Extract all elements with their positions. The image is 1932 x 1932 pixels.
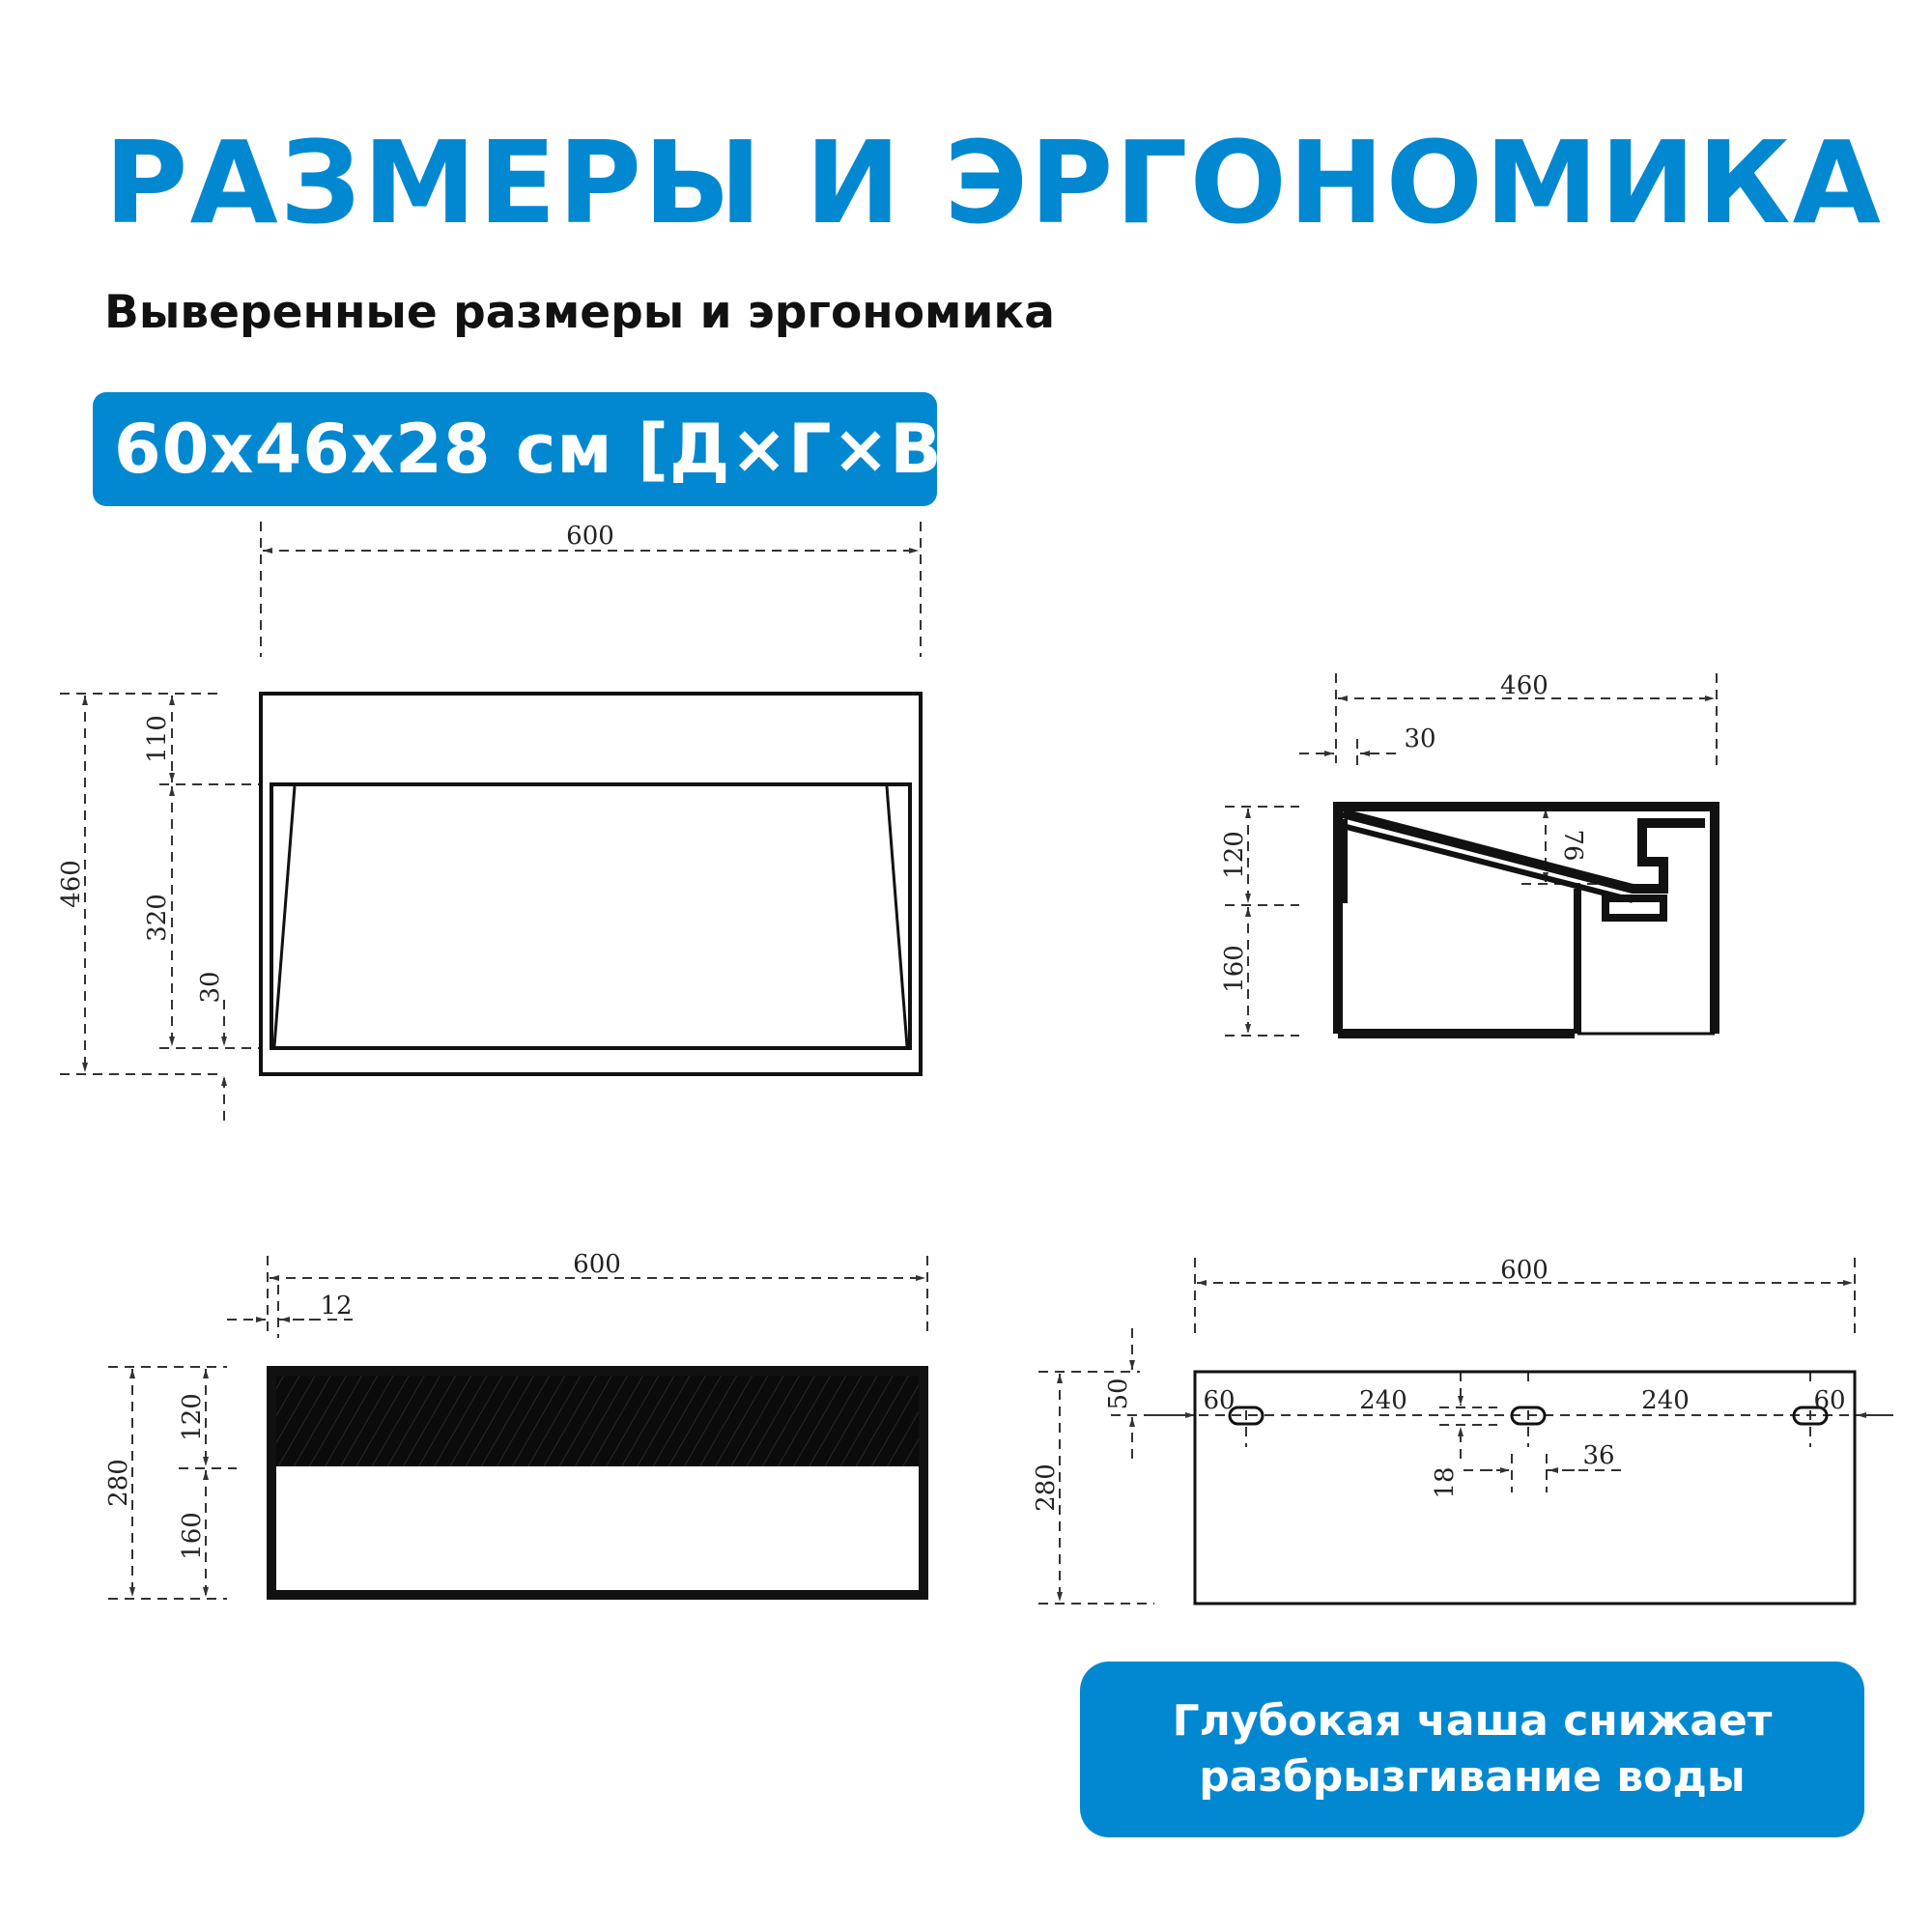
front-height-label: 280 <box>104 1459 133 1507</box>
side-upper-label: 120 <box>1220 831 1249 879</box>
top-bowl-label: 320 <box>143 894 172 942</box>
feature-note <box>1080 1662 1864 1837</box>
top-width-label: 600 <box>566 522 614 551</box>
side-wall-label: 30 <box>1404 724 1436 753</box>
side-lower-label: 160 <box>1220 945 1249 993</box>
top-view <box>57 522 921 1121</box>
front-view <box>104 1250 927 1599</box>
top-depth-label: 460 <box>57 860 86 908</box>
feature-note-text <box>1173 1693 1773 1805</box>
back-edge-right-label: 60 <box>1813 1386 1846 1415</box>
back-edge-left-label: 60 <box>1203 1386 1236 1415</box>
front-upper-label: 120 <box>178 1393 207 1441</box>
side-depth-label: 460 <box>1500 671 1548 700</box>
feature-note-line-1: Глубокая чаша снижает <box>1172 1696 1773 1746</box>
front-wall-label: 12 <box>320 1292 353 1321</box>
back-spacing-right-label: 240 <box>1641 1386 1690 1415</box>
side-slope-label: 76 <box>1558 829 1587 862</box>
back-mount-top-label: 50 <box>1104 1378 1133 1410</box>
top-rim-back-label: 110 <box>143 715 172 763</box>
size-badge-text: 60x46x28 см [Д×Г×В] <box>114 410 975 489</box>
page-title: РАЗМЕРЫ И ЭРГОНОМИКА <box>104 116 1883 249</box>
back-height-label: 280 <box>1032 1463 1061 1512</box>
top-rim-front-label: 30 <box>196 971 225 1004</box>
feature-note-line-2: разбрызгивание воды <box>1199 1752 1746 1802</box>
front-lower-label: 160 <box>178 1512 207 1560</box>
back-slot-width-label: 36 <box>1582 1441 1615 1470</box>
back-spacing-left-label: 240 <box>1359 1386 1407 1415</box>
back-view <box>1032 1256 1893 1604</box>
page-subtitle: Выверенные размеры и эргономика <box>104 286 1055 339</box>
back-slot-height-label: 18 <box>1431 1466 1460 1499</box>
back-width-label: 600 <box>1500 1256 1548 1285</box>
front-width-label: 600 <box>573 1250 621 1279</box>
side-section-view <box>1220 671 1717 1036</box>
